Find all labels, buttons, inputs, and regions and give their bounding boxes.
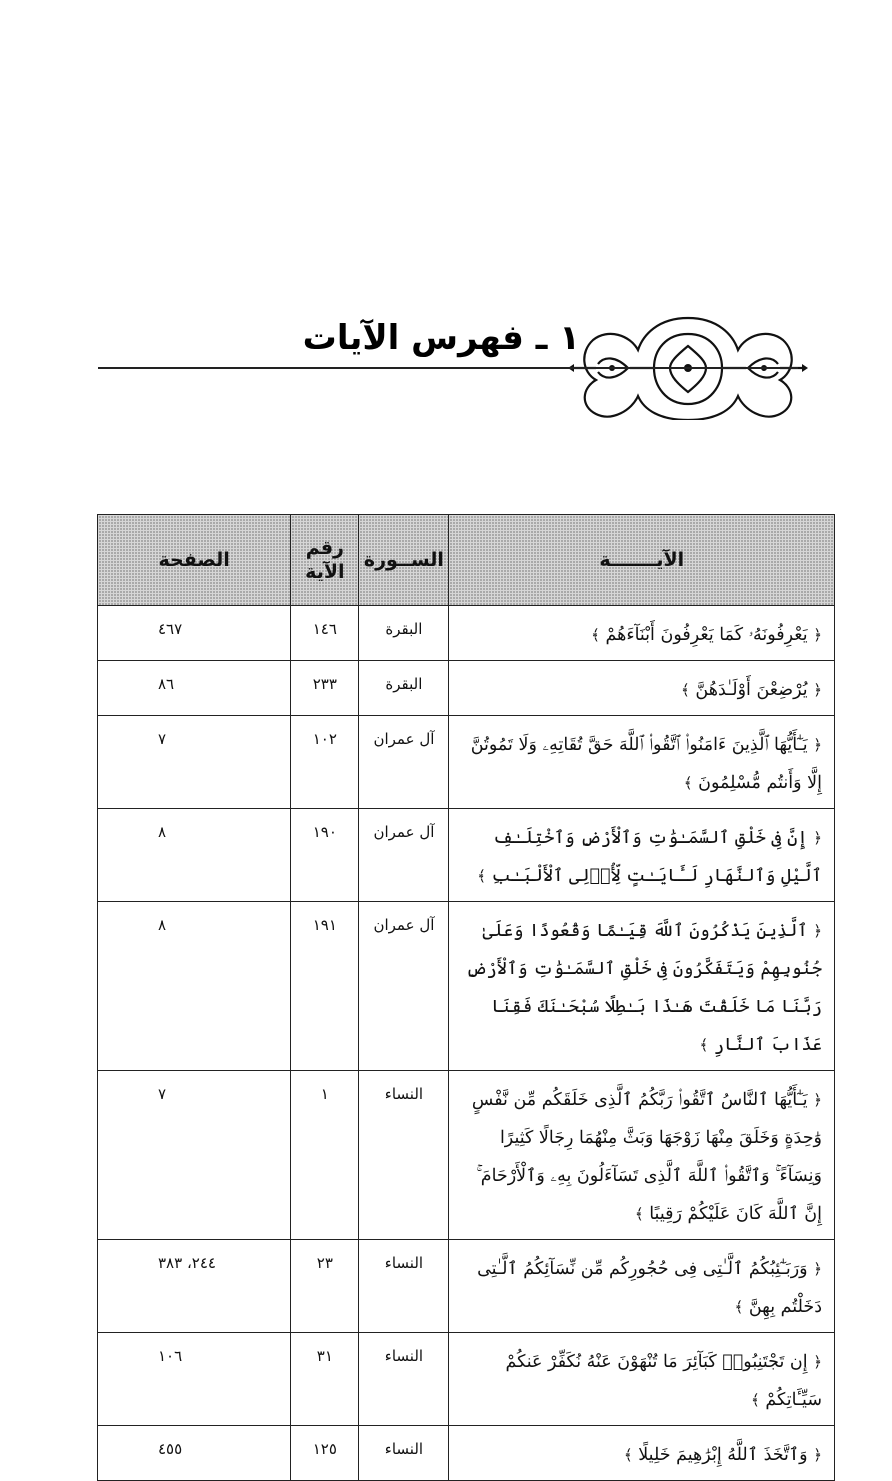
table-row xyxy=(98,1071,835,1240)
verse-cell xyxy=(449,1240,835,1333)
verse-number-cell: ٣١ xyxy=(291,1333,359,1426)
close-bracket: ﴾ xyxy=(477,867,487,885)
header-verse: الآيـــــــة xyxy=(449,515,835,606)
page-cell: ٨٦ xyxy=(98,661,291,716)
close-bracket: ﴾ xyxy=(751,1391,760,1409)
close-bracket: ﴾ xyxy=(699,1036,709,1054)
verse-cell xyxy=(449,661,835,716)
verse-number-cell: ٢٣ xyxy=(291,1240,359,1333)
verse-text: يَعْرِفُونَهُۥ كَمَا يَعْرِفُونَ أَبْنَآءَهُمْ xyxy=(605,625,808,645)
surah-cell: النساء xyxy=(359,1333,449,1426)
verse-text: ٱلَّذِينَ يَذْكُرُونَ ٱللَّهَ قِيَـٰمًا وَقُعُودًا وَعَلَىٰ جُنُوبِهِمْ وَيَتَفَكَّرُونَ فِى خَلْقِ ٱلسَّمَـٰوَٰتِ وَٱلْأَرْضِ رَبَّنَا مَا خَلَقْتَ هَـٰذَا بَـٰطِلًا سُبْحَـٰنَكَ فَقِنَا عَذَابَ ٱلنَّارِ xyxy=(466,921,822,1055)
table-row xyxy=(98,1240,835,1333)
header-verse-number-line2: الآية xyxy=(305,561,345,583)
verse-text: يَـٰٓأَيُّهَا ٱلَّذِينَ ءَامَنُوا۟ ٱتَّقُوا۟ ٱللَّهَ حَقَّ تُقَاتِهِۦ وَلَا تَمُوتُنَّ إِلَّا وَأَنتُم مُّسْلِمُونَ xyxy=(470,735,822,793)
close-bracket: ﴾ xyxy=(634,1205,644,1223)
surah-cell: النساء xyxy=(359,1071,449,1240)
verse-number-cell: ١ xyxy=(291,1071,359,1240)
verse-number-cell: ١٩١ xyxy=(291,902,359,1071)
verse-cell xyxy=(449,716,835,809)
surah-cell: النساء xyxy=(359,1426,449,1481)
verse-number-cell: ١٩٠ xyxy=(291,809,359,902)
table-row xyxy=(98,1426,835,1481)
title-divider xyxy=(98,367,798,369)
close-bracket: ﴾ xyxy=(734,1298,744,1316)
verse-number-cell: ٢٣٣ xyxy=(291,661,359,716)
surah-cell: آل عمران xyxy=(359,902,449,1071)
page-cell: ٨ xyxy=(98,809,291,902)
close-bracket: ﴾ xyxy=(591,626,600,644)
table-row xyxy=(98,661,835,716)
surah-cell: آل عمران xyxy=(359,716,449,809)
header-surah: الســورة xyxy=(359,515,449,606)
verse-cell xyxy=(449,902,835,1071)
surah-cell: آل عمران xyxy=(359,809,449,902)
table-row xyxy=(98,1333,835,1426)
table-row xyxy=(98,809,835,902)
table-body xyxy=(98,606,835,1481)
verse-cell xyxy=(449,809,835,902)
open-bracket: ﴿ xyxy=(813,922,822,940)
page-cell: ٨ xyxy=(98,902,291,1071)
verse-text: إِن تَجْتَنِبُوا۟ كَبَآئِرَ مَا تُنْهَوْنَ عَنْهُ نُكَفِّرْ عَنكُمْ سَيِّـَٔاتِكُمْ xyxy=(505,1352,822,1410)
open-bracket: ﴿ xyxy=(813,1260,822,1278)
verse-text: وَرَبَـٰٓئِبُكُمُ ٱلَّـٰتِى فِى حُجُورِكُم مِّن نِّسَآئِكُمُ ٱلَّـٰتِى دَخَلْتُم بِهِنَّ xyxy=(477,1259,822,1317)
verse-cell xyxy=(449,1426,835,1481)
surah-cell: البقرة xyxy=(359,606,449,661)
table-row xyxy=(98,606,835,661)
close-bracket: ﴾ xyxy=(623,1446,633,1464)
page-cell: ٤٥٥ xyxy=(98,1426,291,1481)
header-verse-number xyxy=(291,515,359,606)
page-cell: ١٠٦ xyxy=(98,1333,291,1426)
verses-index-table xyxy=(97,514,835,1481)
verse-cell xyxy=(449,606,835,661)
verse-text: وَٱتَّخَذَ ٱللَّهُ إِبْرَٰهِيمَ خَلِيلًا xyxy=(638,1445,808,1465)
arabesque-ornament-icon xyxy=(568,310,808,420)
page-cell: ٤٦٧ xyxy=(98,606,291,661)
verse-cell xyxy=(449,1071,835,1240)
verse-text: يُرْضِعْنَ أَوْلَـٰدَهُنَّ xyxy=(695,680,808,700)
verse-number-cell: ١٤٦ xyxy=(291,606,359,661)
open-bracket: ﴿ xyxy=(813,1091,822,1109)
open-bracket: ﴿ xyxy=(813,1446,822,1464)
surah-cell: البقرة xyxy=(359,661,449,716)
page-cell: ٢٤٤، ٣٨٣ xyxy=(98,1240,291,1333)
table-header-row xyxy=(98,515,835,606)
verse-text: يَـٰٓأَيُّهَا ٱلنَّاسُ ٱتَّقُوا۟ رَبَّكُمُ ٱلَّذِى خَلَقَكُم مِّن نَّفْسٍ وَٰحِدَةٍ وَخَلَقَ مِنْهَا زَوْجَهَا وَبَثَّ مِنْهُمَا رِجَالًا كَثِيرًا وَنِسَآءً ۚ وَٱتَّقُوا۟ ٱللَّهَ ٱلَّذِى تَسَآءَلُونَ بِهِۦ وَٱلْأَرْحَامَ ۚ إِنَّ ٱللَّهَ كَانَ عَلَيْكُمْ رَقِيبًا xyxy=(471,1090,822,1224)
verse-number-cell: ١٠٢ xyxy=(291,716,359,809)
verse-cell xyxy=(449,1333,835,1426)
close-bracket: ﴾ xyxy=(683,774,693,792)
page-cell: ٧ xyxy=(98,716,291,809)
open-bracket: ﴿ xyxy=(813,626,822,644)
open-bracket: ﴿ xyxy=(813,829,822,847)
open-bracket: ﴿ xyxy=(813,1353,822,1371)
header-verse-number-line1: رقم xyxy=(305,537,344,559)
table-row xyxy=(98,902,835,1071)
surah-cell: النساء xyxy=(359,1240,449,1333)
open-bracket: ﴿ xyxy=(813,681,822,699)
verse-text: إِنَّ فِى خَلْقِ ٱلسَّمَـٰوَٰتِ وَٱلْأَرْضِ وَٱخْتِلَـٰفِ ٱلَّيْلِ وَٱلنَّهَارِ لَـَٔايَـٰتٍ لِّأُو۟لِى ٱلْأَلْبَـٰبِ xyxy=(491,828,822,886)
verse-number-cell: ١٢٥ xyxy=(291,1426,359,1481)
open-bracket: ﴿ xyxy=(813,736,822,754)
table-row xyxy=(98,716,835,809)
header-page: الصفحة xyxy=(98,515,291,606)
close-bracket: ﴾ xyxy=(681,681,690,699)
page-cell: ٧ xyxy=(98,1071,291,1240)
page-title: ١ ـ فهرس الآيات xyxy=(302,318,580,358)
